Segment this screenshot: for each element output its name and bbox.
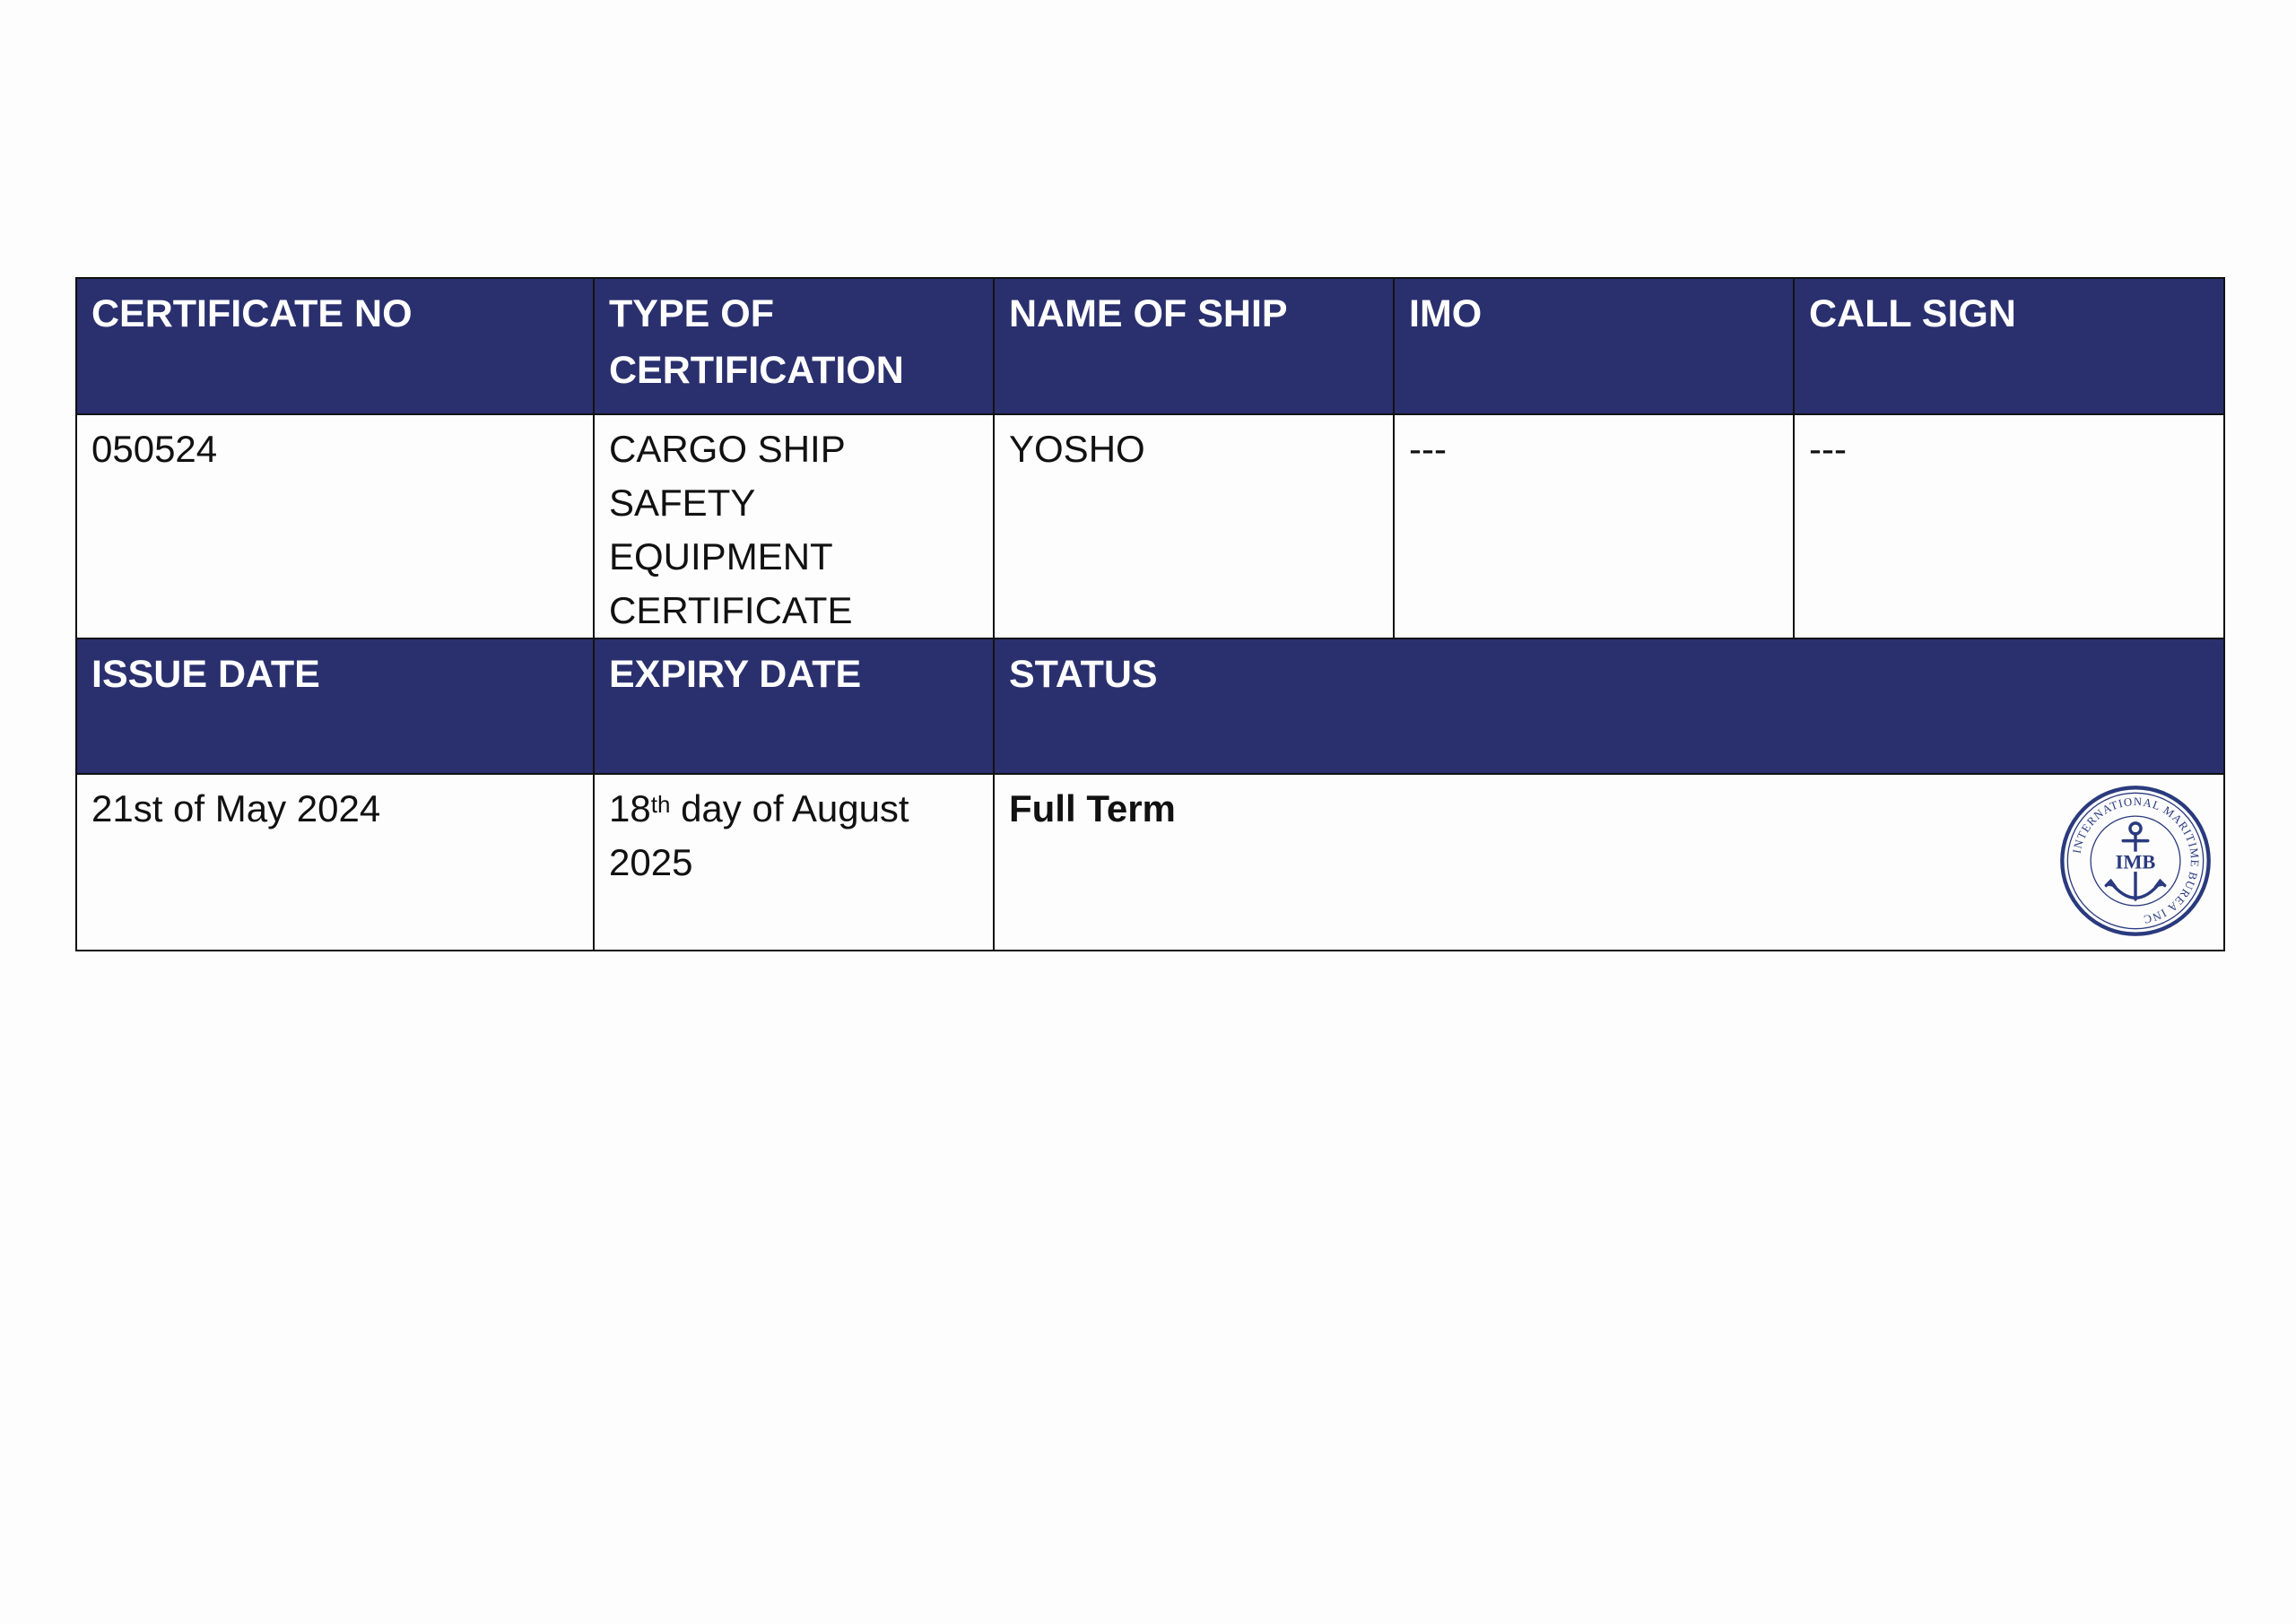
header-issue-date: ISSUE DATE	[76, 638, 594, 774]
call-sign-value: ---	[1794, 414, 2224, 638]
header-expiry-date: EXPIRY DATE	[594, 638, 994, 774]
certificate-no-value: 050524	[76, 414, 594, 638]
seal-center-text: IMB	[2115, 850, 2156, 873]
header-row-1	[76, 278, 2224, 414]
imo-value: ---	[1394, 414, 1794, 638]
value-row-1	[76, 414, 2224, 638]
header-certificate-no: CERTIFICATE NO	[76, 278, 594, 414]
header-imo: IMO	[1394, 278, 1794, 414]
issue-date-value: 21st of May 2024	[76, 774, 594, 951]
imb-seal	[2058, 784, 2213, 938]
type-of-certification-value: CARGO SHIP SAFETY EQUIPMENT CERTIFICATE	[594, 414, 994, 638]
header-call-sign: CALL SIGN	[1794, 278, 2224, 414]
header-type-of-certification: TYPE OF CERTIFICATION	[594, 278, 994, 414]
status-value: Full Term	[1009, 787, 1176, 829]
seal-ring-text: INTERNATIONAL MARITIME BUREA INC	[2070, 795, 2202, 926]
value-row-2	[76, 774, 2224, 951]
status-value-cell	[994, 774, 2224, 951]
header-status: STATUS	[994, 638, 2224, 774]
certificate-table	[75, 277, 2225, 951]
header-row-2	[76, 638, 2224, 774]
expiry-date-value: 18th day of August 2025	[594, 774, 994, 951]
header-name-of-ship: NAME OF SHIP	[994, 278, 1394, 414]
name-of-ship-value: YOSHO	[994, 414, 1394, 638]
